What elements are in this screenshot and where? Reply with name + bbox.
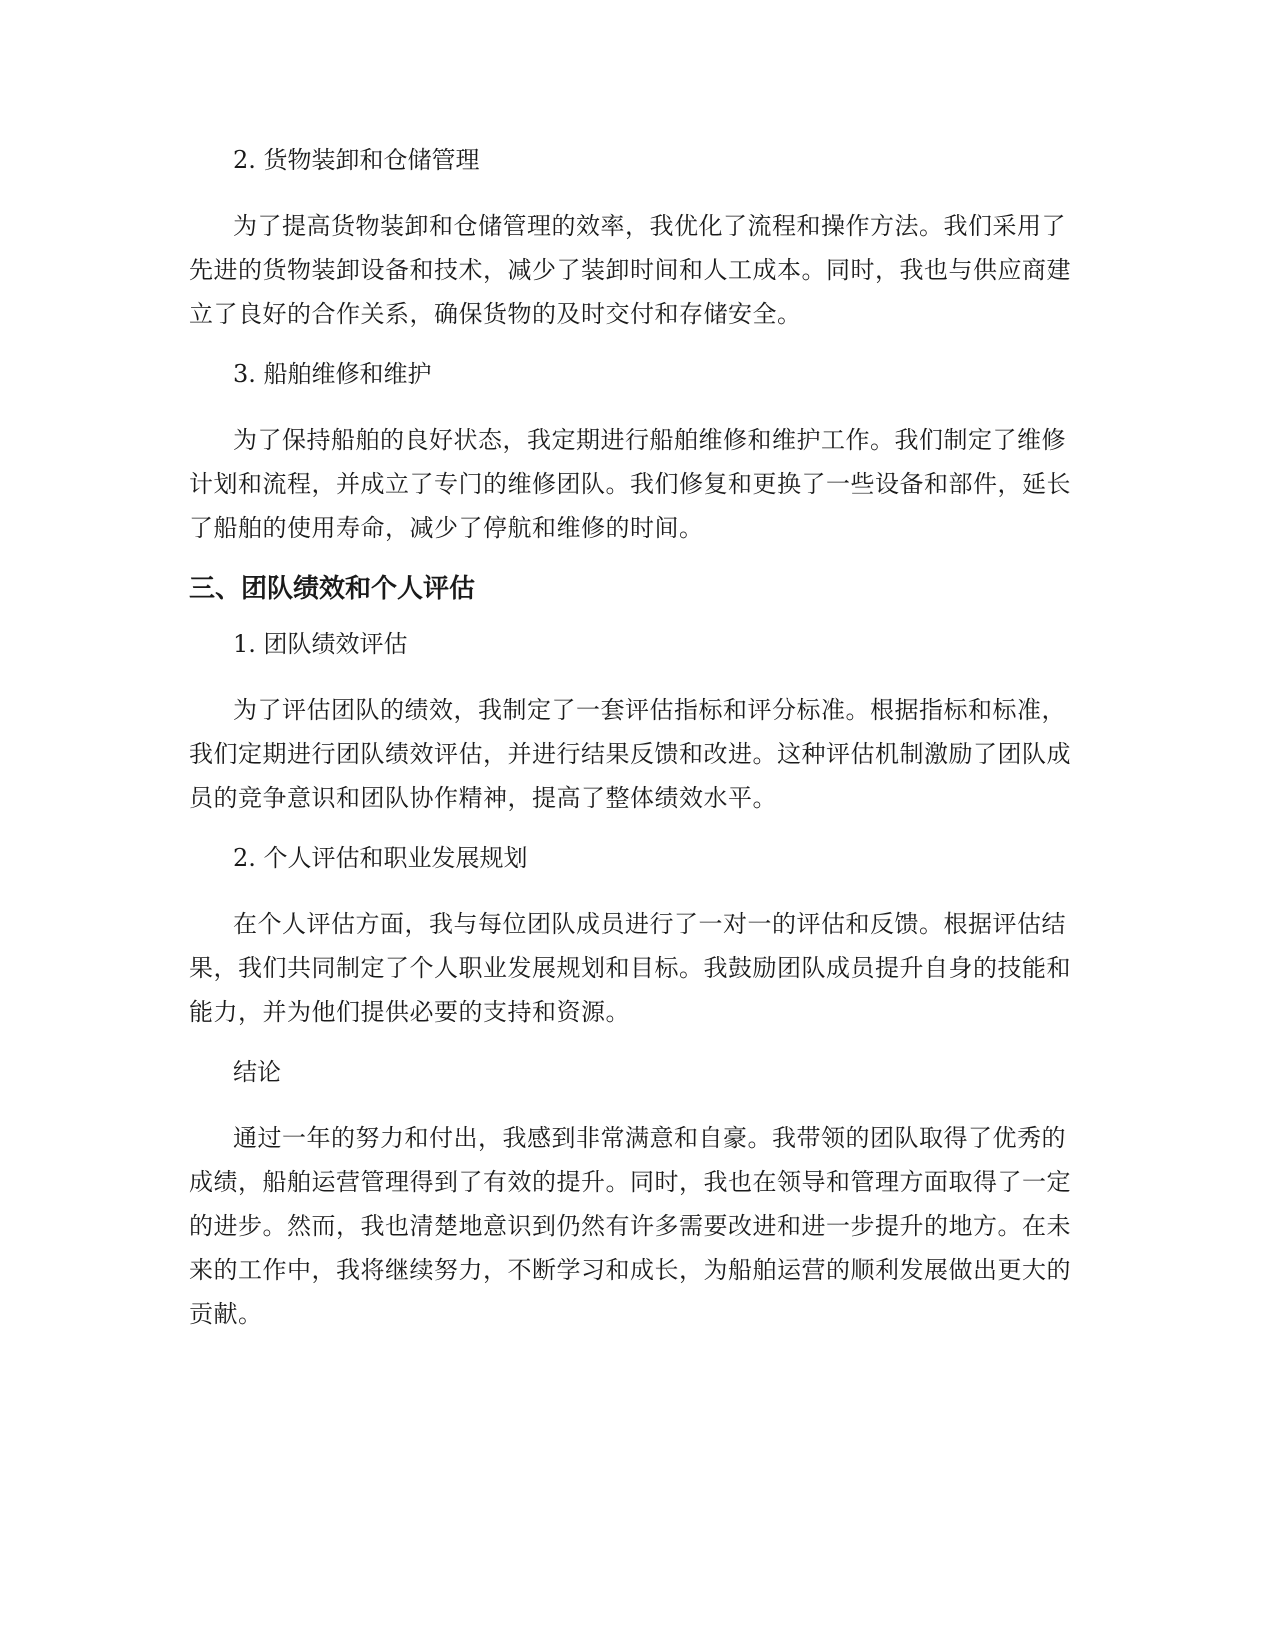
paragraph-conclusion: 通过一年的努力和付出，我感到非常满意和自豪。我带领的团队取得了优秀的成绩，船舶运营管理得到了有效的提升。同时，我也在领导和管理方面取得了一定的进步。然而，我也清楚地意识到仍然有许多需要改进和进一步提升的地方。在未来的工作中，我将继续努力，不断学习和成长，为船舶运营的顺利发展做出更大的贡献。 [189, 1124, 1071, 1328]
paragraph-personal-evaluation: 在个人评估方面，我与每位团队成员进行了一对一的评估和反馈。根据评估结果，我们共同制定了个人职业发展规划和目标。我鼓励团队成员提升自身的技能和能力，并为他们提供必要的支持和资源。 [189, 910, 1071, 1026]
subhead-cargo-handling: 2. 货物装卸和仓储管理 [233, 146, 480, 174]
paragraph-cargo-handling: 为了提高货物装卸和仓储管理的效率，我优化了流程和操作方法。我们采用了先进的货物装卸设备和技术，减少了装卸时间和人工成本。同时，我也与供应商建立了良好的合作关系，确保货物的及时交付和存储安全。 [189, 212, 1071, 328]
document-body [189, 142, 1089, 1356]
paragraph-ship-maintenance: 为了保持船舶的良好状态，我定期进行船舶维修和维护工作。我们制定了维修计划和流程，并成立了专门的维修团队。我们修复和更换了一些设备和部件，延长了船舶的使用寿命，减少了停航和维修的时间。 [189, 426, 1071, 542]
subhead-personal-evaluation: 2. 个人评估和职业发展规划 [233, 844, 528, 872]
subhead-team-evaluation: 1. 团队绩效评估 [233, 630, 408, 658]
subhead-conclusion: 结论 [233, 1058, 281, 1086]
paragraph-team-evaluation: 为了评估团队的绩效，我制定了一套评估指标和评分标准。根据指标和标准，我们定期进行团队绩效评估，并进行结果反馈和改进。这种评估机制激励了团队成员的竞争意识和团队协作精神，提高了整体绩效水平。 [189, 696, 1071, 812]
section-heading-team-performance: 三、团队绩效和个人评估 [189, 574, 476, 604]
subhead-ship-maintenance: 3. 船舶维修和维护 [233, 360, 432, 388]
